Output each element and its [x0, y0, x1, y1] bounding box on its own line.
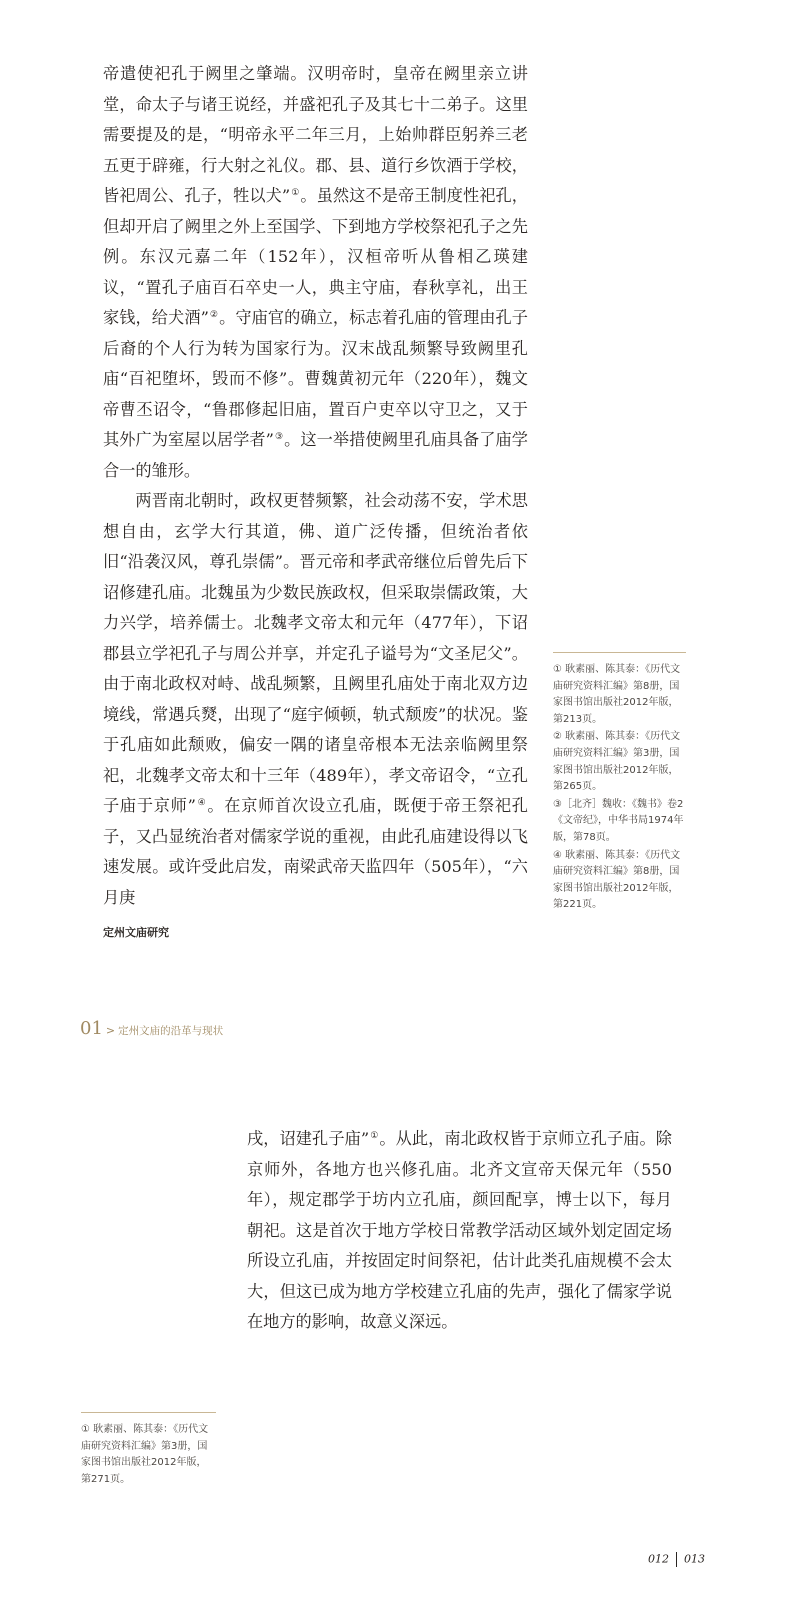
- footnote-ref-4[interactable]: ④: [196, 797, 207, 808]
- sidenote-3: ③［北齐］魏收：《魏书》卷2《文帝纪》，中华书局1974年版，第78页。: [553, 798, 684, 843]
- page-numbers: [648, 1552, 705, 1567]
- sidenote-4: ④ 耿素丽、陈其泰：《历代文庙研究资料汇编》第8册，国家图书馆出版社2012年版，第221页。: [553, 849, 681, 911]
- paragraph-1: [103, 59, 528, 486]
- sidenote-2: ② 耿素丽、陈其泰：《历代文庙研究资料汇编》第3册，国家图书馆出版社2012年版，第265页。: [553, 731, 681, 793]
- sidenote-rule: [553, 652, 686, 653]
- sidenotes-right: [553, 652, 686, 915]
- paragraph-3-part-b: 。从此，南北政权皆于京师立孔子庙。除京师外，各地方也兴修孔庙。北齐文宣帝天保元年（550年），规定郡学于坊内立孔庙，颜回配享，博士以下，每月朝祀。这是首次于地方学校日常教学活动区域外划定固定场所设立孔庙，并按固定时间祭祀，估计此类孔庙规模不会太大，但这已成为地方学校建立孔庙的先声，强化了儒家学说在地方的影响，故意义深远。: [247, 1129, 672, 1331]
- footnote-ref-2[interactable]: ②: [209, 309, 219, 320]
- paragraph-2-part-a: 两晋南北朝时，政权更替频繁，社会动荡不安，学术思想自由，玄学大行其道，佛、道广泛传播，但统治者依旧“沿袭汉风，尊孔崇儒”。晋元帝和孝武帝继位后曾先后下诏修建孔庙。北魏虽为少数民族政权，但采取崇儒政策，大力兴学，培养儒士。北魏孝文帝太和元年（477年），下诏郡县立学祀孔子与周公并享，并定孔子谥号为“文圣尼父”。由于南北政权对峙、战乱频繁，且阙里孔庙处于南北双方边境线，常遇兵燹，出现了“庭宇倾顿，轨式颓废”的状况。鉴于孔庙如此颓败，偏安一隅的诸皇帝根本无法亲临阙里祭祀，北魏孝文帝太和十三年（489年），孝文帝诏令，“立孔子庙于京师”: [103, 491, 528, 815]
- sidenote-left-1: ① 耿素丽、陈其泰：《历代文庙研究资料汇编》第3册，国家图书馆出版社2012年版，第271页。: [81, 1424, 209, 1485]
- folio-divider: [676, 1552, 677, 1567]
- page-number-right: 013: [684, 1552, 705, 1566]
- paragraph-3-part-a: 戌，诏建孔子庙”: [247, 1129, 370, 1148]
- paragraph-2-part-b: 。在京师首次设立孔庙，既便于帝王祭祀孔子，又凸显统治者对儒家学说的重视，由此孔庙建设得以飞速发展。或许受此启发，南梁武帝天监四年（505年），“六月庚: [103, 796, 528, 907]
- sidenotes-left: [81, 1412, 216, 1489]
- chapter-number: 01: [80, 1018, 103, 1039]
- chevron-right-icon: >: [105, 1024, 116, 1037]
- chapter-title: 定州文庙的沿革与现状: [118, 1025, 224, 1037]
- footnote-ref-3[interactable]: ③: [274, 431, 284, 442]
- paragraph-1-part-a: 帝遣使祀孔于阙里之肇端。汉明帝时，皇帝在阙里亲立讲堂，命太子与诸王说经，并盛祀孔子及其七十二弟子。这里需要提及的是，“明帝永平二年三月，上始帅群臣躬养三老五更于辟雍，行大射之礼仪。郡、县、道行乡饮酒于学校，皆祀周公、孔子，牲以犬”: [103, 64, 528, 205]
- page-number-left: 012: [648, 1552, 669, 1566]
- running-title: 定州文庙研究: [103, 926, 169, 939]
- sidenote-rule: [81, 1412, 216, 1413]
- footnote-ref-5[interactable]: ①: [370, 1130, 379, 1141]
- paragraph-1-part-d: 。这一举措使阙里孔庙具备了庙学合一的雏形。: [103, 430, 528, 480]
- footnote-ref-1[interactable]: ①: [291, 187, 300, 198]
- sidenote-1: ① 耿素丽、陈其泰：《历代文庙研究资料汇编》第8册，国家图书馆出版社2012年版，第213页。: [553, 664, 681, 725]
- paragraph-2: [103, 486, 528, 913]
- main-text-column-2: [247, 1124, 672, 1338]
- chapter-header: [80, 1018, 223, 1039]
- paragraph-1-part-b: 。虽然这不是帝王制度性祀孔，但却开启了阙里之外上至国学、下到地方学校祭祀孔子之先例。东汉元嘉二年（152年），汉桓帝听从鲁相乙瑛建议，“置孔子庙百石卒史一人，典主守庙，春秋享礼，出王家钱，给犬酒”: [103, 186, 528, 327]
- paragraph-1-part-c: 。守庙官的确立，标志着孔庙的管理由孔子后裔的个人行为转为国家行为。汉末战乱频繁导致阙里孔庙“百祀堕坏，毁而不修”。曹魏黄初元年（220年），魏文帝曹丕诏令，“鲁郡修起旧庙，置百户吏卒以守卫之，又于其外广为室屋以居学者”: [103, 308, 528, 449]
- main-text-column-1: [103, 59, 528, 913]
